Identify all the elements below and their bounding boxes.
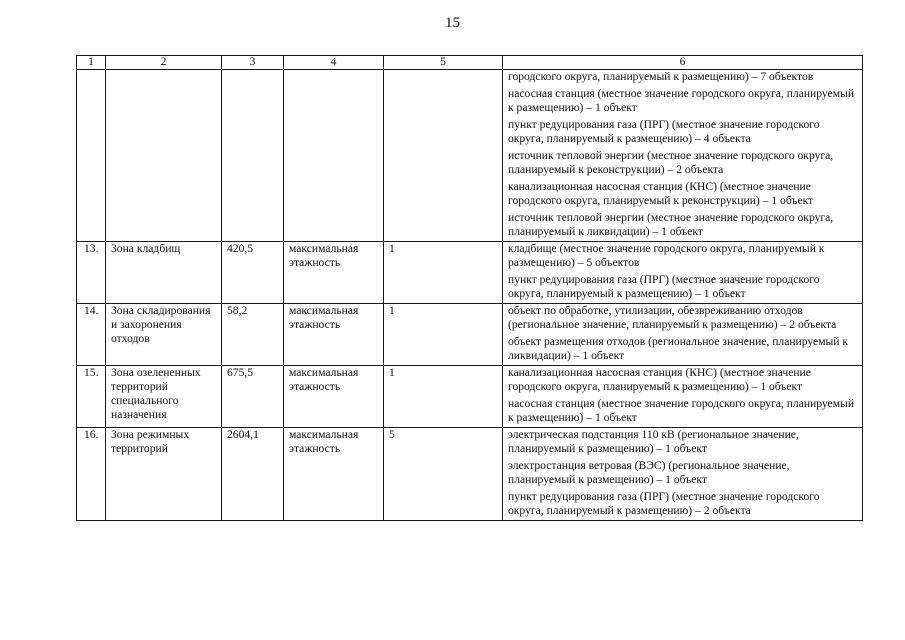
parameter-value: 1 bbox=[384, 366, 503, 428]
col-header-2: 2 bbox=[106, 56, 222, 70]
planned-object-item: объект по обработке, утилизации, обезвреживанию отходов (региональное значение, планируемый к размещению) – 2 объекта bbox=[508, 304, 837, 331]
col-header-5: 5 bbox=[384, 56, 503, 70]
zone-name: Зона складирования и захоронения отходов bbox=[106, 304, 222, 366]
zone-name: Зона режимных территорий bbox=[106, 428, 222, 521]
planned-object-item: пункт редуцирования газа (ПРГ) (местное значение городского округа, планируемый к размещению) – 4 объекта bbox=[508, 118, 820, 145]
planned-object-item: канализационная насосная станция (КНС) (местное значение городского округа, планируемый к размещению) – 1 объект bbox=[508, 366, 811, 393]
col-header-4: 4 bbox=[284, 56, 384, 70]
parameter-value: 1 bbox=[384, 242, 503, 304]
planned-objects-cell bbox=[503, 428, 863, 521]
col-header-6: 6 bbox=[503, 56, 863, 70]
row-number bbox=[77, 70, 106, 242]
table-row bbox=[77, 304, 863, 366]
page-number: 15 bbox=[445, 15, 460, 31]
zone-area bbox=[222, 70, 284, 242]
header-row bbox=[77, 56, 863, 70]
parameter-name: максимальная этажность bbox=[284, 366, 384, 428]
col-header-3: 3 bbox=[222, 56, 284, 70]
parameter-name bbox=[284, 70, 384, 242]
row-number: 13. bbox=[77, 242, 106, 304]
zone-area: 420,5 bbox=[222, 242, 284, 304]
row-number: 16. bbox=[77, 428, 106, 521]
parameter-name: максимальная этажность bbox=[284, 242, 384, 304]
planned-object-item: насосная станция (местное значение городского округа, планируемый к размещению) – 1 объект bbox=[508, 397, 855, 424]
planned-object-item: пункт редуцирования газа (ПРГ) (местное значение городского округа, планируемый к размещению) – 2 объекта bbox=[508, 490, 820, 517]
planned-object-item: электростанция ветровая (ВЭС) (региональное значение, планируемый к размещению) – 1 объект bbox=[508, 459, 790, 486]
planned-object-item: пункт редуцирования газа (ПРГ) (местное значение городского округа, планируемый к размещению) – 1 объект bbox=[508, 273, 820, 300]
planned-object-item: источник тепловой энергии (местное значение городского округа, планируемый к реконструкции) – 2 объекта bbox=[508, 149, 834, 176]
row-number: 15. bbox=[77, 366, 106, 428]
planned-objects-cell bbox=[503, 70, 863, 242]
zone-area: 58,2 bbox=[222, 304, 284, 366]
zone-area: 2604,1 bbox=[222, 428, 284, 521]
zone-name bbox=[106, 70, 222, 242]
planned-object-item: кладбище (местное значение городского округа, планируемый к размещению) – 5 объектов bbox=[508, 242, 825, 269]
table-row bbox=[77, 70, 863, 242]
table-body bbox=[77, 70, 863, 521]
planned-object-item: канализационная насосная станция (КНС) (местное значение городского округа, планируемый к реконструкции) – 1 объект bbox=[508, 180, 814, 207]
zone-name: Зона озелененных территорий специального назначения bbox=[106, 366, 222, 428]
parameter-value: 1 bbox=[384, 304, 503, 366]
table-row bbox=[77, 242, 863, 304]
col-header-1: 1 bbox=[77, 56, 106, 70]
zone-area: 675,5 bbox=[222, 366, 284, 428]
table-row bbox=[77, 428, 863, 521]
planned-object-item: электрическая подстанция 110 кВ (региональное значение, планируемый к размещению) – 1 объект bbox=[508, 428, 799, 455]
parameter-value: 5 bbox=[384, 428, 503, 521]
planned-objects-cell bbox=[503, 242, 863, 304]
table-row bbox=[77, 366, 863, 428]
planned-object-item: насосная станция (местное значение городского округа, планируемый к размещению) – 1 объект bbox=[508, 87, 855, 114]
planned-object-item: городского округа, планируемый к размещению) – 7 объектов bbox=[508, 70, 814, 83]
planned-objects-cell bbox=[503, 366, 863, 428]
row-number: 14. bbox=[77, 304, 106, 366]
parameter-value bbox=[384, 70, 503, 242]
planned-object-item: источник тепловой энергии (местное значение городского округа, планируемый к ликвидации) – 1 объект bbox=[508, 211, 834, 238]
zone-name: Зона кладбищ bbox=[106, 242, 222, 304]
parameter-name: максимальная этажность bbox=[284, 428, 384, 521]
planned-object-item: объект размещения отходов (региональное значение, планируемый к ликвидации) – 1 объект bbox=[508, 335, 849, 362]
planned-objects-cell bbox=[503, 304, 863, 366]
parameter-name: максимальная этажность bbox=[284, 304, 384, 366]
zones-table bbox=[76, 55, 863, 521]
